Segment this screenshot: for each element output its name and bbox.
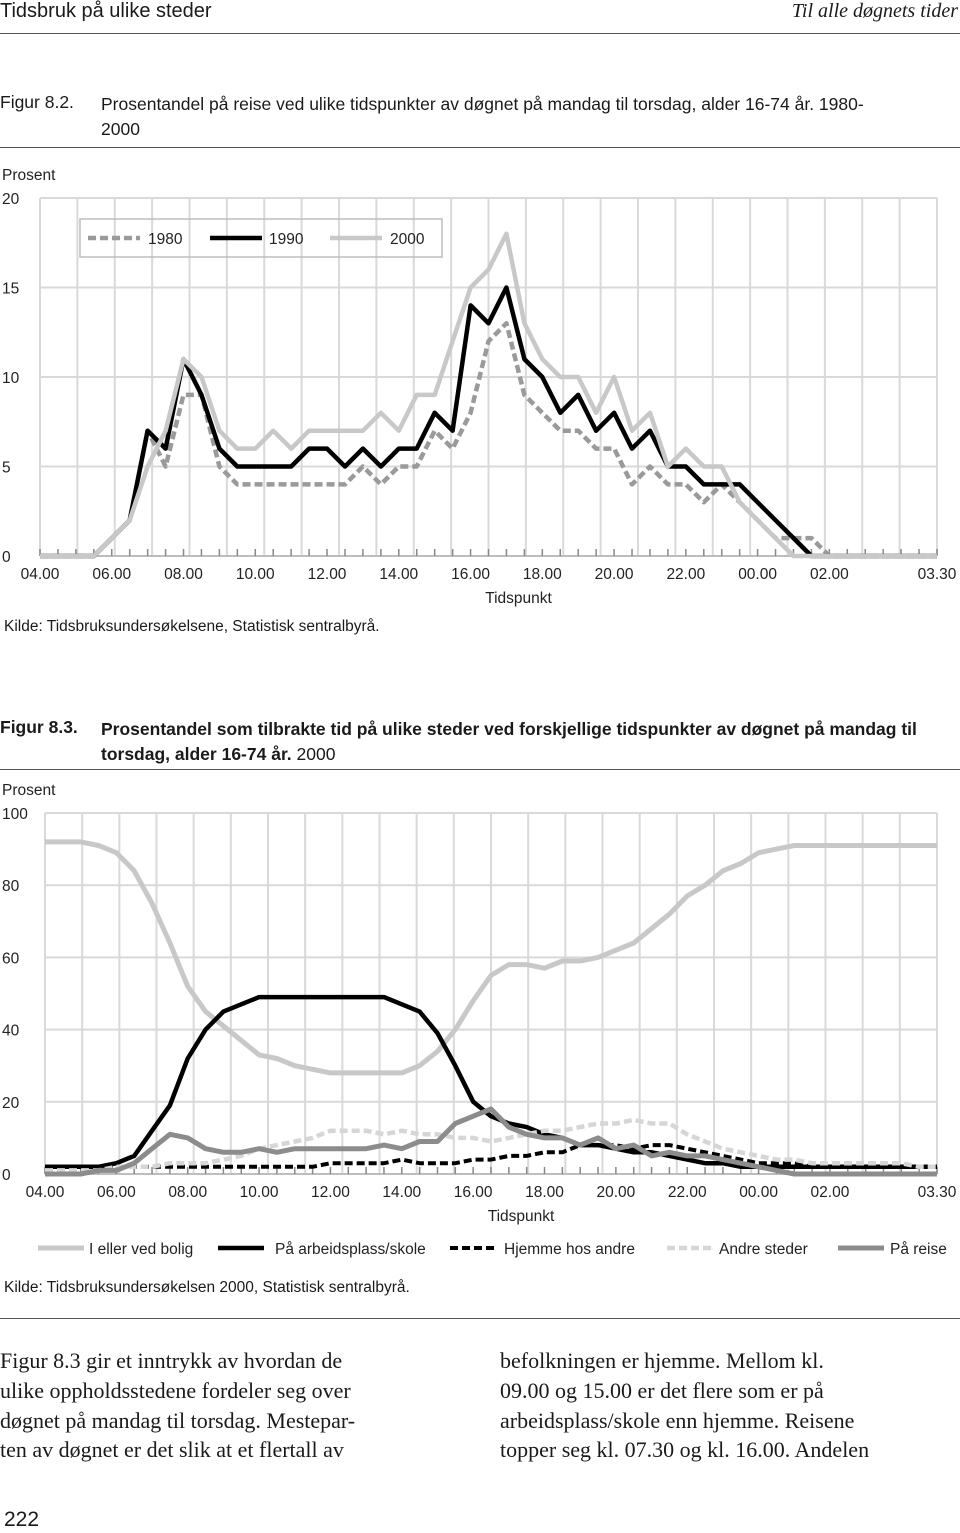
figure-2-number: Figur 8.3.	[0, 717, 78, 737]
x-tick-label: 02.00	[810, 1184, 850, 1201]
x-tick-label: 20.00	[594, 566, 634, 583]
y-tick-label: 0	[2, 1167, 11, 1184]
figure-1-number: Figur 8.2.	[0, 92, 74, 112]
x-tick-label: 10.00	[239, 1184, 279, 1201]
figure-1-chart	[0, 155, 960, 625]
y-tick-label: 40	[2, 1022, 20, 1040]
legend-label: På arbeidsplass/skole	[275, 1241, 426, 1258]
legend-label: 1980	[148, 231, 183, 248]
y-tick-label: 20	[2, 191, 20, 208]
figure-2-title	[101, 717, 941, 767]
legend-label: På reise	[890, 1241, 947, 1258]
x-axis-title: Tidspunkt	[485, 590, 552, 607]
figure-2-title-year: 2000	[291, 744, 336, 764]
y-axis-title: Prosent	[2, 167, 56, 184]
x-tick-label: 03.30	[917, 566, 957, 583]
x-tick-label: 00.00	[738, 566, 777, 583]
y-axis-title: Prosent	[2, 782, 56, 799]
x-tick-label: 18.00	[522, 566, 562, 583]
running-header-left: Tidsbruk på ulike steder	[0, 0, 212, 22]
figure-2-rule	[0, 769, 960, 770]
x-tick-label: 14.00	[379, 566, 419, 583]
header-rule	[0, 33, 960, 34]
legend-label: Hjemme hos andre	[504, 1241, 635, 1258]
x-tick-label: 06.00	[96, 1184, 136, 1201]
x-tick-label: 08.00	[164, 566, 203, 583]
x-tick-label: 22.00	[667, 1184, 707, 1201]
x-tick-label: 20.00	[596, 1184, 636, 1201]
x-tick-label: 04.00	[20, 566, 60, 583]
y-tick-label: 5	[2, 459, 11, 477]
y-tick-label: 15	[2, 280, 20, 298]
y-tick-label: 60	[2, 950, 20, 968]
figure-1-source: Kilde: Tidsbruksundersøkelsene, Statistisk sentralbyrå.	[4, 618, 380, 635]
x-tick-label: 00.00	[739, 1184, 778, 1201]
body-text-right-column: befolkningen er hjemme. Mellom kl. 09.00 og 15.00 er det flere som er på arbeidsplass/skole enn hjemme. Reisene topper seg kl. 07.30 og kl. 16.00. Andelen	[500, 1348, 870, 1463]
y-tick-label: 0	[2, 549, 11, 566]
figure-2-source: Kilde: Tidsbruksundersøkelsen 2000, Statistisk sentralbyrå.	[4, 1279, 410, 1296]
y-tick-label: 80	[2, 878, 20, 896]
figure-2-chart	[0, 775, 960, 1275]
x-tick-label: 06.00	[92, 566, 132, 583]
x-tick-label: 12.00	[307, 566, 347, 583]
x-tick-label: 04.00	[25, 1184, 65, 1201]
figure-1-rule	[0, 147, 960, 148]
legend-label: 2000	[390, 231, 425, 248]
x-tick-label: 14.00	[382, 1184, 422, 1201]
legend-label: I eller ved bolig	[89, 1241, 194, 1258]
running-header-right: Til alle døgnets tider	[791, 0, 958, 22]
y-tick-label: 20	[2, 1094, 20, 1112]
body-rule	[0, 1318, 960, 1319]
x-tick-label: 16.00	[451, 566, 490, 583]
x-tick-label: 12.00	[311, 1184, 350, 1201]
x-tick-label: 16.00	[453, 1184, 493, 1201]
y-tick-label: 10	[2, 370, 20, 387]
x-tick-label: 08.00	[168, 1184, 208, 1201]
page-number: 222	[4, 1508, 40, 1531]
x-tick-label: 22.00	[666, 566, 706, 583]
x-tick-label: 02.00	[809, 566, 849, 583]
figure-2-title-main: Prosentandel som tilbrakte tid på ulike steder ved forskjellige tidspunkter av døgnet på mandag til torsdag, alder 16-74 år.	[101, 719, 917, 764]
figure-1-title: Prosentandel på reise ved ulike tidspunkter av døgnet på mandag til torsdag, alder 16-74 år. 1980-2000	[101, 94, 864, 139]
y-tick-label: 100	[2, 806, 28, 823]
legend-label: Andre steder	[719, 1241, 808, 1258]
legend-label: 1990	[269, 231, 304, 248]
body-text-left-column: Figur 8.3 gir et inntrykk av hvordan de ulike oppholdsstedene fordeler seg over døgnet på mandag til torsdag. Mestepar- ten av døgnet er det slik at et flertall av	[0, 1348, 356, 1463]
x-axis-title: Tidspunkt	[487, 1208, 555, 1225]
x-tick-label: 03.30	[917, 1184, 957, 1201]
x-tick-label: 18.00	[525, 1184, 564, 1201]
x-tick-label: 10.00	[235, 566, 275, 583]
